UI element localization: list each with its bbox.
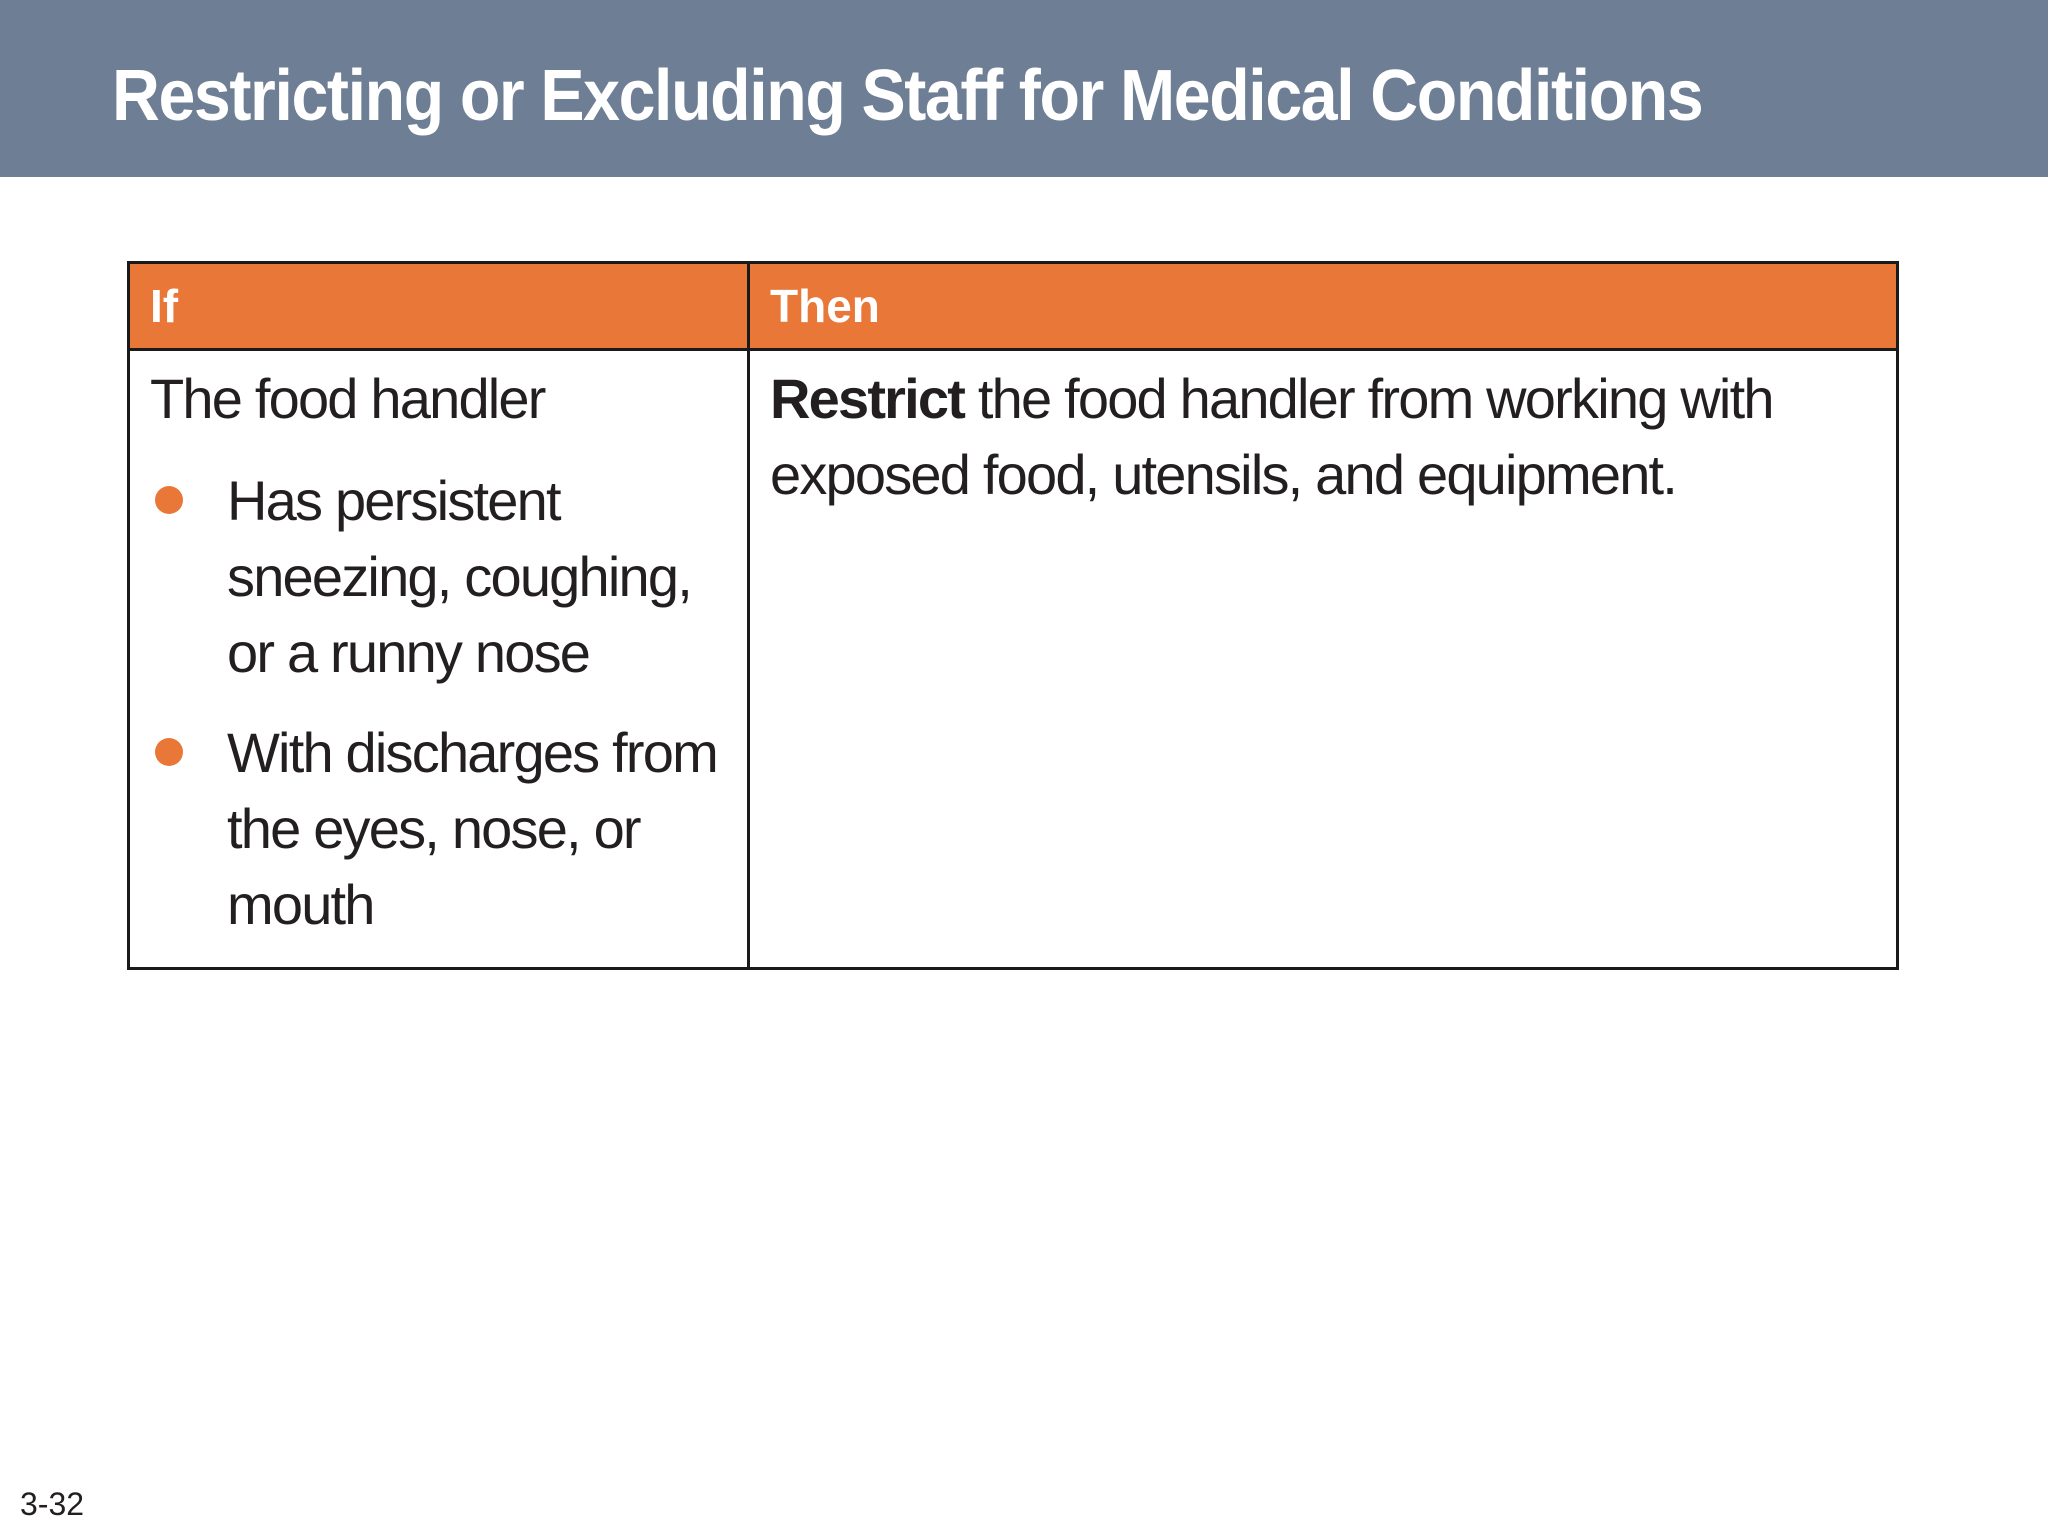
table-header-row (129, 263, 1898, 350)
if-cell (129, 350, 749, 969)
slide-number: 3-32 (20, 1486, 85, 1522)
then-action-bold: Restrict (770, 367, 965, 430)
condition-text: Has persistent sneezing, coughing, or a runny nose (227, 469, 691, 684)
then-cell (749, 350, 1898, 969)
bullet-dot-icon (155, 738, 183, 766)
then-action-rest: the food handler from working with exposed food, utensils, and equipment. (770, 367, 1773, 506)
header-if: If (129, 263, 749, 350)
table-row (129, 350, 1898, 969)
condition-list (150, 463, 727, 943)
condition-text: With discharges from the eyes, nose, or mouth (227, 721, 717, 936)
bullet-dot-icon (155, 486, 183, 514)
rules-table (127, 261, 1899, 970)
list-item (150, 463, 727, 691)
if-lead-text: The food handler (150, 367, 545, 430)
slide-title: Restricting or Excluding Staff for Medical Conditions (112, 56, 1703, 136)
title-bar (0, 0, 2048, 177)
list-item (150, 715, 727, 943)
header-then: Then (749, 263, 1898, 350)
then-text (770, 361, 1876, 513)
